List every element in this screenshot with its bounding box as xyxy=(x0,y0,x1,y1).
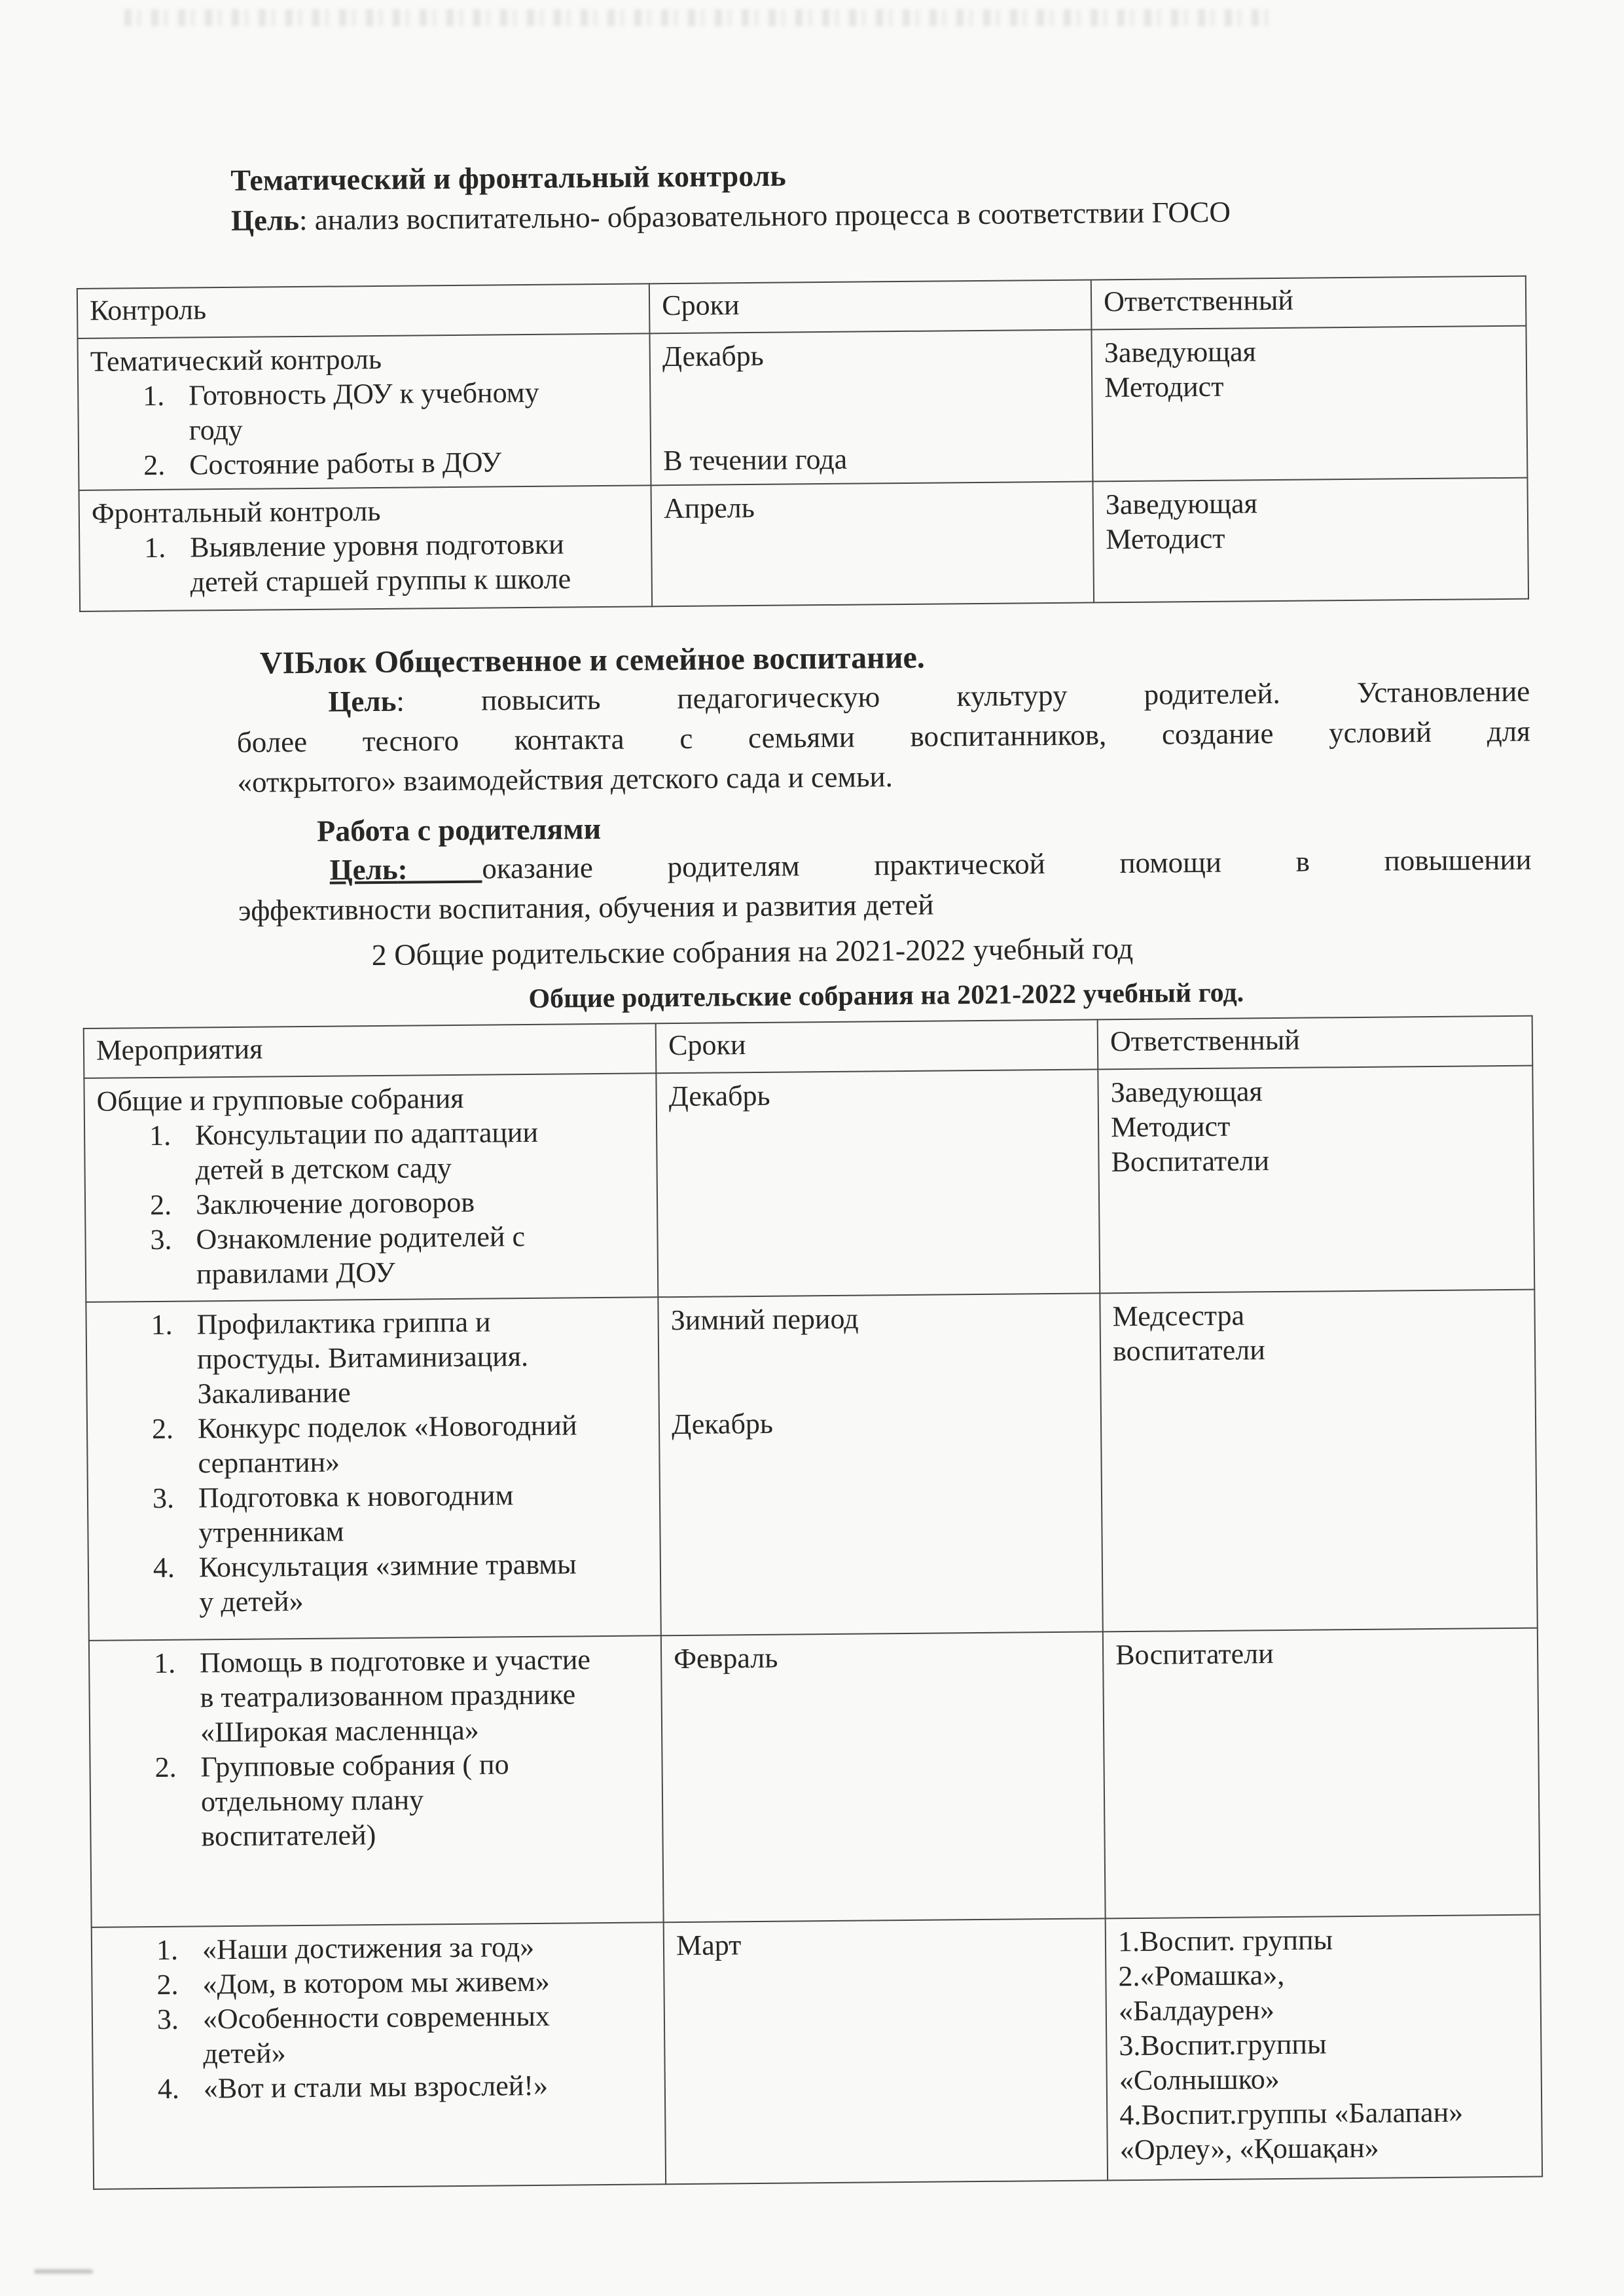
table-cell xyxy=(89,1635,664,1927)
table-cell xyxy=(658,1293,1102,1635)
list-number: 4. xyxy=(157,2072,180,2105)
text-line: Тематический контроль xyxy=(90,342,382,378)
text-line: Зимний период xyxy=(670,1302,859,1337)
text-line xyxy=(671,1369,1089,1408)
text-line: 1. Готовность ДОУ к учебному xyxy=(143,376,539,412)
list-number: 1. xyxy=(153,1647,176,1680)
table-cell xyxy=(650,329,1093,485)
text-line: в театрализованном празднике xyxy=(200,1678,576,1714)
parents-work-subheading: Работа с родителями xyxy=(316,812,602,848)
text-line: простуды. Витаминизация. xyxy=(196,1340,529,1376)
control-goal-line xyxy=(231,191,1526,240)
list-number: 2. xyxy=(149,1188,172,1222)
text-line: 2.«Ромашка», xyxy=(1118,1958,1285,1993)
list-number: 2. xyxy=(156,1968,179,2001)
text-line: Апрель xyxy=(663,491,755,525)
list-number: 2. xyxy=(143,448,166,482)
table-row xyxy=(78,326,1528,490)
list-number: 1. xyxy=(143,379,165,412)
text-line: В течении года xyxy=(663,443,848,477)
text-line: Декабрь xyxy=(662,339,764,373)
text-line: Методист xyxy=(1110,1110,1231,1144)
column-header: Сроки xyxy=(656,1019,1098,1073)
goal-colon: : xyxy=(397,852,482,886)
table-row xyxy=(79,478,1529,611)
table-row xyxy=(92,1915,1542,2189)
text-line: 4. Консультация «зимние травмы xyxy=(153,1548,577,1584)
column-header: Мероприятия xyxy=(84,1023,657,1078)
table-cell xyxy=(1106,1915,1542,2181)
control-section-heading: Тематический и фронтальный контроль xyxy=(230,158,786,197)
text-line: 1. Консультации по адаптации xyxy=(149,1116,539,1152)
text-line: у детей» xyxy=(199,1585,304,1618)
table-cell xyxy=(79,485,653,611)
text-line: 1. «Наши достижения за год» xyxy=(156,1930,535,1967)
list-number: 3. xyxy=(152,1482,175,1515)
text-line: воспитателей) xyxy=(201,1819,376,1853)
text-line: Воспитатели xyxy=(1115,1637,1274,1671)
list-number: 2. xyxy=(154,1751,177,1784)
table-cell xyxy=(92,1922,666,2189)
table-row xyxy=(84,1066,1534,1302)
text-line: Фронтальный контроль xyxy=(91,494,381,530)
text-line: 3.Воспит.группы xyxy=(1119,2028,1327,2062)
text-line: отдельному плану xyxy=(200,1783,424,1818)
control-goal-label: Цель xyxy=(230,204,300,237)
text-line: 1. Выявление уровня подготовки xyxy=(144,528,564,564)
text-line: «Орлеу», «Қошақан» xyxy=(1119,2131,1379,2166)
table-cell xyxy=(651,481,1094,606)
list-number: 1. xyxy=(149,1119,171,1152)
control-goal-text: : анализ воспитательно- образовательного процесса в соответствии ГОСО xyxy=(298,195,1231,237)
text-line: детей» xyxy=(203,2037,286,2070)
text-line: 2. Состояние работы в ДОУ xyxy=(143,446,502,482)
goal-colon: : xyxy=(396,683,482,718)
text-line: 2. «Дом, в котором мы живем» xyxy=(156,1965,550,2001)
text-line: Методист xyxy=(1104,370,1224,404)
text-line xyxy=(671,1334,1089,1373)
meetings-table-caption: Общие родительские собрания на 2021-2022 учебный год. xyxy=(528,977,1244,1014)
paragraph-line: Цель: оказание родителям практической помощи в повышении xyxy=(329,843,1532,886)
text-line: 4. «Вот и стали мы взрослей!» xyxy=(157,2069,549,2105)
text-line: Медсестра xyxy=(1112,1299,1245,1333)
text-line: Общие и групповые собрания xyxy=(96,1082,464,1118)
text-line: Декабрь xyxy=(668,1079,770,1113)
text-line: Декабрь xyxy=(671,1407,774,1441)
text-line: году xyxy=(189,413,244,446)
document-content xyxy=(74,0,1543,2190)
text-line: 3. Ознакомление родителей с xyxy=(150,1220,526,1256)
list-number: 1. xyxy=(156,1933,179,1967)
list-number: 1. xyxy=(151,1308,173,1341)
text-line: детей старшей группы к школе xyxy=(190,562,571,598)
table-cell xyxy=(84,1073,658,1302)
table-cell xyxy=(661,1631,1106,1922)
parents-goal-paragraph xyxy=(238,840,1532,931)
table-cell xyxy=(86,1297,661,1641)
text-line: утренникам xyxy=(198,1515,344,1549)
text-line: Воспитатели xyxy=(1111,1144,1270,1178)
table-row xyxy=(86,1290,1537,1641)
goal-label: Цель xyxy=(329,852,398,886)
text-line: 2. Групповые собрания ( по xyxy=(154,1748,509,1784)
paragraph-line: «открытого» взаимодействия детского сада и семьи. xyxy=(237,760,893,799)
text-line: 4.Воспит.группы «Балапан» xyxy=(1119,2096,1464,2132)
table-row xyxy=(89,1628,1540,1927)
text-line: Методист xyxy=(1106,522,1225,556)
table-cell xyxy=(1093,478,1529,603)
text-line: детей в детском саду xyxy=(195,1152,452,1186)
column-header: Ответственный xyxy=(1091,276,1526,330)
text-line: «Широкая масленнца» xyxy=(200,1713,479,1749)
table-cell xyxy=(664,1918,1108,2184)
text-line xyxy=(662,371,1081,409)
list-number: 3. xyxy=(150,1223,172,1256)
table-cell xyxy=(78,333,651,490)
text-line: «Балдаурен» xyxy=(1118,1994,1275,2028)
family-section-heading: VIБлок Общественное и семейное воспитание. xyxy=(259,640,926,681)
meetings-intro-line: 2 Общие родительские собрания на 2021-2022 учебный год xyxy=(371,931,1134,972)
text-line: 1. Профилактика гриппа и xyxy=(151,1305,491,1341)
text-line: «Солнышко» xyxy=(1119,2063,1280,2097)
text-line: 2. Заключение договоров xyxy=(149,1186,475,1222)
text-line: Заведующая xyxy=(1105,487,1258,521)
text-line: серпантин» xyxy=(198,1446,340,1480)
control-table xyxy=(77,276,1529,612)
text-line: 1. Помощь в подготовке и участие xyxy=(153,1643,591,1680)
table-cell xyxy=(656,1069,1100,1297)
text-line: воспитатели xyxy=(1112,1334,1265,1368)
text-line: 1.Воспит. группы xyxy=(1117,1923,1333,1958)
text-line: Февраль xyxy=(674,1641,778,1675)
text-line: 3. Подготовка к новогодним xyxy=(152,1479,514,1515)
text-line xyxy=(663,405,1081,444)
table-cell xyxy=(1098,1066,1534,1294)
text-line: Закаливание xyxy=(197,1376,351,1410)
list-number: 2. xyxy=(151,1412,174,1446)
text-line: правилами ДОУ xyxy=(196,1256,395,1290)
paragraph-line: эффективности воспитания, обучения и развития детей xyxy=(238,888,934,927)
column-header: Ответственный xyxy=(1098,1016,1533,1070)
list-number: 3. xyxy=(156,2003,179,2036)
list-number: 1. xyxy=(144,531,166,564)
goal-label: Цель xyxy=(328,684,397,718)
text-line: Заведующая xyxy=(1110,1075,1263,1109)
text-line: 2. Конкурс поделок «Новогодний xyxy=(151,1409,577,1446)
table-cell xyxy=(1103,1628,1540,1919)
column-header: Сроки xyxy=(649,280,1092,333)
paragraph-line: Цель: повысить педагогическую культуру родителей. Установление xyxy=(328,674,1530,718)
list-number: 4. xyxy=(153,1551,175,1584)
meetings-table xyxy=(83,1015,1543,2190)
table-cell xyxy=(1100,1290,1537,1632)
scan-smudge-artifact xyxy=(34,2269,93,2274)
column-header: Контроль xyxy=(77,283,650,338)
text-line: 3. «Особенности современных xyxy=(156,1999,550,2036)
table-cell xyxy=(1092,326,1528,482)
text-line: Март xyxy=(676,1929,742,1962)
paragraph-line: более тесного контакта с семьями воспитанников, создание условий для xyxy=(236,714,1531,759)
family-goal-paragraph xyxy=(236,672,1531,803)
text-line: Заведующая xyxy=(1104,335,1256,369)
